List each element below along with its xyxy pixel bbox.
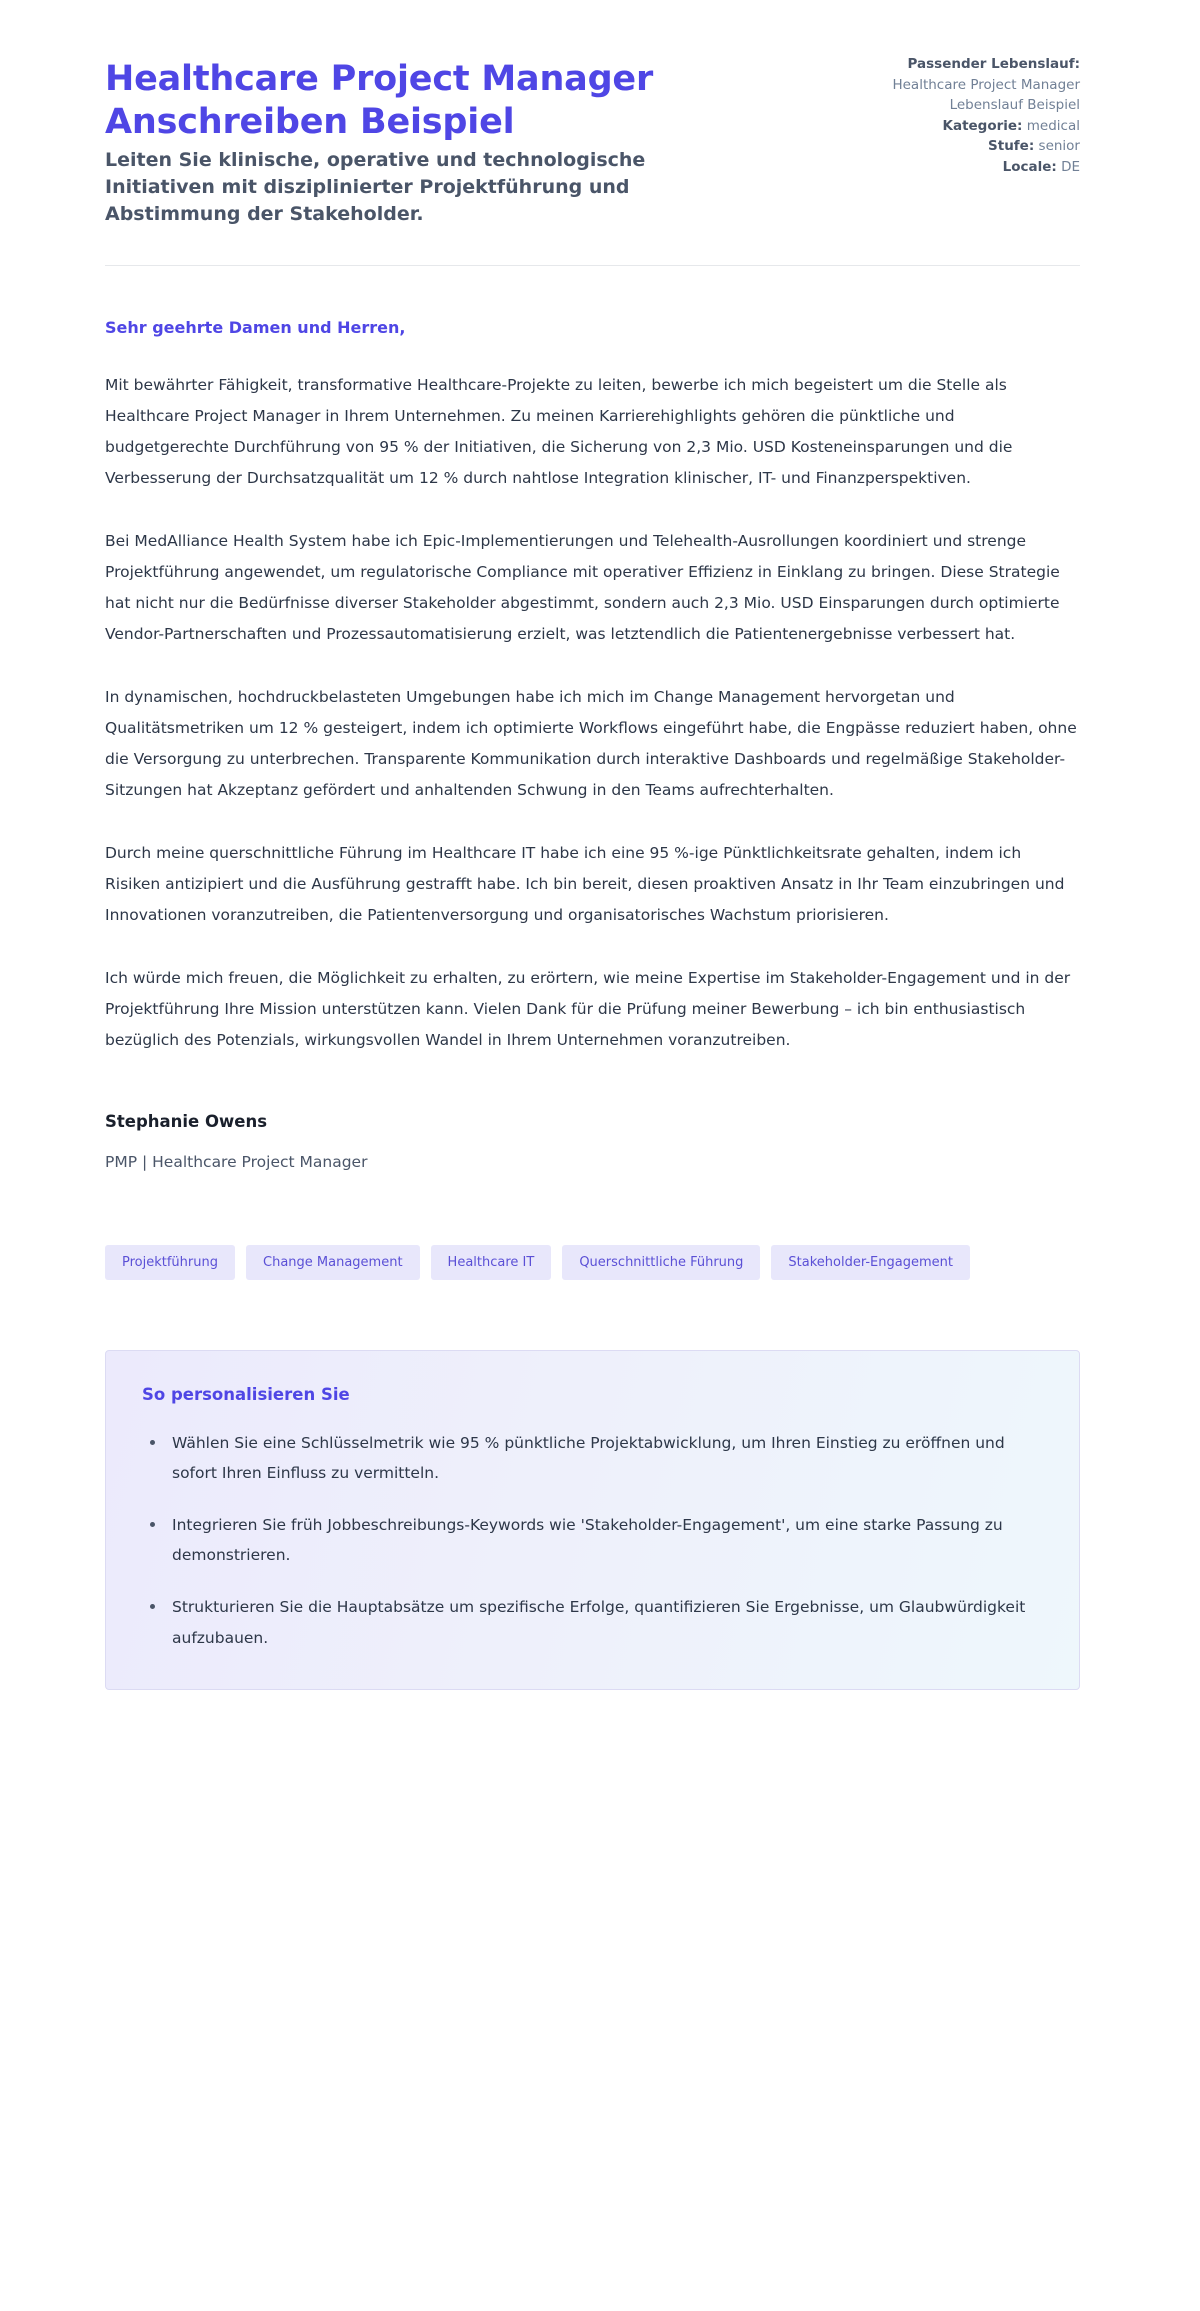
level-row (850, 136, 1080, 157)
tip-text: Wählen Sie eine Schlüsselmetrik wie 95 % pünktliche Projektabwicklung, um Ihren Einstieg zu eröffnen und sofort Ihren Einfluss zu vermitteln. (172, 1433, 1005, 1482)
tips-title: So personalisieren Sie (142, 1384, 350, 1404)
personalization-tips-box (105, 1350, 1080, 1690)
tip-list-item (142, 1428, 1043, 1488)
level-value: senior (1038, 138, 1080, 155)
matching-resume-label (850, 54, 1080, 75)
locale-label: Locale: (1002, 158, 1057, 175)
tip-text: Integrieren Sie früh Jobbeschreibungs-Keywords wie 'Stakeholder-Engagement', um eine starke Passung zu demonstrieren. (172, 1516, 1003, 1565)
matching-resume-value: Healthcare Project Manager Lebenslauf Beispiel (892, 76, 1080, 114)
document-header (0, 0, 1200, 227)
tips-list (142, 1428, 1043, 1653)
tip-text: Strukturieren Sie die Hauptabsätze um spezifische Erfolge, quantifizieren Sie Ergebnisse, um Glaubwürdigkeit aufzubauen. (172, 1598, 1026, 1647)
page-subtitle: Leiten Sie klinische, operative und technologische Initiativen mit disziplinierter Projektführung und Abstimmung der Stakeholder. (105, 149, 646, 225)
letter-paragraph: Mit bewährter Fähigkeit, transformative Healthcare-Projekte zu leiten, bewerbe ich mich begeistert um die Stelle als Healthcare Project Manager in Ihrem Unternehmen. Zu meinen Karrierehighlights gehören die pünktliche und budgetgerechte Durchführung von 95 % der Initiativen, die Sicherung von 2,3 Mio. USD Kosteneinsparungen und die Verbesserung der Durchsatzqualität um 12 % durch nahtlose Integration klinischer, IT- und Finanzperspektiven. (105, 376, 1013, 488)
bullet-icon (150, 1604, 155, 1609)
skill-tag[interactable]: Querschnittliche Führung (562, 1245, 760, 1280)
signer-role: PMP | Healthcare Project Manager (105, 1153, 368, 1172)
level-label: Stufe: (988, 138, 1035, 155)
category-label: Kategorie: (942, 117, 1023, 134)
page-title: Healthcare Project Manager Anschreiben Beispiel (105, 59, 654, 142)
signature-block (0, 1056, 1200, 1174)
bullet-icon (150, 1440, 155, 1445)
header-title-block (105, 48, 765, 227)
header-metadata (850, 48, 1080, 177)
letter-paragraph: In dynamischen, hochdruckbelasteten Umgebungen habe ich mich im Change Management hervorgetan und Qualitätsmetriken um 12 % gesteigert, indem ich optimierte Workflows eingeführt habe, die Engpässe reduziert haben, ohne die Versorgung zu unterbrechen. Transparente Kommunikation durch interaktive Dashboards und regelmäßige Stakeholder-Sitzungen hat Akzeptanz gefördert und anhaltenden Schwung in den Teams aufrechterhalten. (105, 688, 1077, 800)
letter-paragraph: Bei MedAlliance Health System habe ich Epic-Implementierungen und Telehealth-Ausrollungen koordiniert und strenge Projektführung angewendet, um regulatorische Compliance mit operativer Effizienz in Einklang zu bringen. Diese Strategie hat nicht nur die Bedürfnisse diverser Stakeholder abgestimmt, sondern auch 2,3 Mio. USD Einsparungen durch optimierte Vendor-Partnerschaften und Prozessautomatisierung erzielt, was letztendlich die Patientenergebnisse verbessert hat. (105, 532, 1060, 644)
tip-list-item (142, 1510, 1043, 1570)
locale-row (850, 157, 1080, 178)
letter-paragraph: Durch meine querschnittliche Führung im Healthcare IT habe ich eine 95 %-ige Pünktlichkeitsrate gehalten, indem ich Risiken antizipiert und die Ausführung gestrafft habe. Ich bin bereit, diesen proaktiven Ansatz in Ihr Team einzubringen und Innovationen voranzutreiben, die Patientenversorgung und organisatorisches Wachstum priorisieren. (105, 844, 1065, 925)
signer-name: Stephanie Owens (105, 1112, 268, 1132)
category-value: medical (1026, 117, 1080, 134)
bullet-icon (150, 1522, 155, 1527)
personalization-tips-section (0, 1280, 1200, 1690)
salutation: Sehr geehrte Damen und Herren, (105, 318, 406, 338)
letter-body (0, 266, 1200, 1056)
tip-list-item (142, 1592, 1043, 1652)
matching-resume-label-text: Passender Lebenslauf: (907, 56, 1080, 72)
locale-value: DE (1061, 158, 1080, 175)
letter-paragraph: Ich würde mich freuen, die Möglichkeit zu erhalten, zu erörtern, wie meine Expertise im Stakeholder-Engagement und in der Projektführung Ihre Mission unterstützen kann. Vielen Dank für die Prüfung meiner Bewerbung – ich bin enthusiastisch bezüglich des Potenzials, wirkungsvollen Wandel in Ihrem Unternehmen voranzutreiben. (105, 969, 1071, 1050)
page-bottom-spacer (0, 1690, 1200, 1730)
skill-tag[interactable]: Projektführung (105, 1245, 235, 1280)
skill-tag-list (0, 1175, 1200, 1280)
category-row (850, 116, 1080, 137)
skill-tag[interactable]: Healthcare IT (431, 1245, 552, 1280)
skill-tag[interactable]: Stakeholder-Engagement (771, 1245, 970, 1280)
skill-tag[interactable]: Change Management (246, 1245, 420, 1280)
